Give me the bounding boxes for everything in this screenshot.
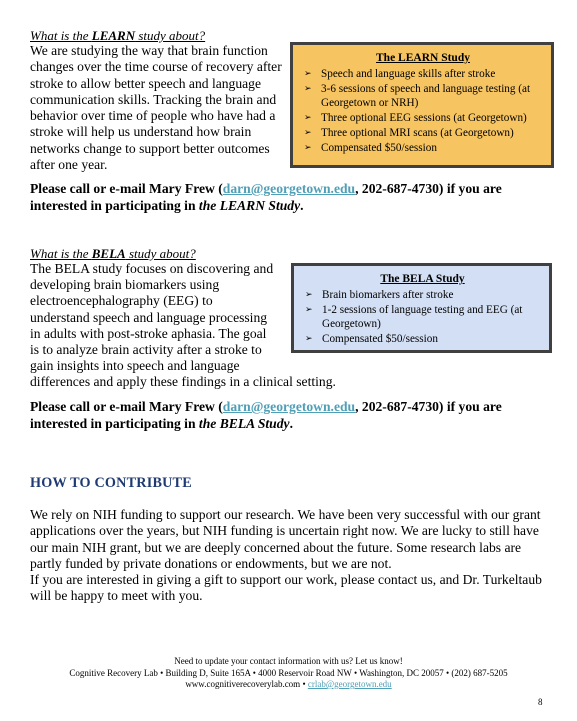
learn-heading [30,28,205,43]
bela-body-line: gain insights into speech and language [30,358,240,374]
footer-website[interactable]: www.cognitiverecoverylab.com [185,679,301,689]
learn-item-text: Three optional EEG sessions (at Georgetown) [321,112,527,125]
arrow-bullet-icon: ➢ [305,304,313,315]
footer-links-line [0,679,577,691]
learn-heading-prefix: What is the [30,28,92,43]
footer-email-link[interactable]: crlab@georgetown.edu [307,679,392,689]
arrow-bullet-icon: ➢ [305,334,313,345]
how-to-contribute-heading: HOW TO CONTRIBUTE [30,475,192,491]
footer-separator: • [300,679,308,689]
bela-contact-end: . [289,416,293,431]
arrow-bullet-icon: ➢ [304,68,312,79]
learn-contact-mid: , 202-687-4730) if you are interested in participating in [30,181,502,213]
bela-contact-study: the BELA Study [198,416,290,431]
list-item [304,288,541,303]
footer-address-line: Cognitive Recovery Lab • Building D, Suite 165A • 4000 Reservoir Road NW • Washington, DC 20057 • (202) 687-5205 [69,667,508,678]
bela-body-line: in adults with post-stroke aphasia. The goal [30,325,267,341]
bela-body-line: understand speech and language processing [30,309,268,325]
learn-summary-box [290,42,554,168]
bela-body-line: is to analyze brain activity after a stroke to [30,342,262,358]
bela-summary-box [291,263,552,353]
bela-item-text: Brain biomarkers after stroke [322,288,454,301]
bela-body-line: developing brain biomarkers using [30,277,220,293]
bela-item-text: 1-2 sessions of language testing and EEG (at Georgetown) [322,303,523,331]
bela-contact-email-link[interactable]: darn@georgetown.edu [222,399,356,414]
arrow-bullet-icon: ➢ [304,113,312,124]
arrow-bullet-icon: ➢ [304,127,312,138]
bela-body-line: electroencephalography (EEG) to [30,293,213,309]
list-item [303,111,543,126]
bela-item-text: Compensated $50/session [322,333,438,346]
bela-box-list [304,288,541,347]
learn-contact-study: the LEARN Study [198,198,301,213]
learn-contact-prefix: Please call or e-mail Mary Frew ( [30,181,223,196]
arrow-bullet-icon: ➢ [304,142,312,153]
learn-item-text: Three optional MRI scans (at Georgetown) [321,126,514,139]
learn-heading-suffix: study about? [135,28,206,43]
bela-body-line: The BELA study focuses on discovering and [30,261,274,276]
list-item [304,332,541,347]
arrow-bullet-icon: ➢ [305,289,313,300]
learn-item-text: Speech and language skills after stroke [321,67,496,80]
footer-update-line: Need to update your contact information with us? Let us know! [174,656,403,666]
bela-contact [30,398,530,432]
bela-heading-suffix: study about? [125,246,196,261]
list-item [303,141,543,156]
how-to-contribute-body: We rely on NIH funding to support our research. We have been very successful with our grant applications over the years, but NIH funding is uncertain right now. We are lucky to still have our main NIH grant, but we are deeply concerned about the future. Some research labs are partly funded by private donations or endowments, but we are not. [30,507,541,571]
list-item [303,82,543,112]
learn-body: We are studying the way that brain function changes over the time course of recovery after stroke to allow better speech and language communication skills. Tracking the brain and behavior over time of people who have had a stroke will help us understand how brain networks change to support better outcomes after one year. [30,43,282,173]
bela-box-title: The BELA Study [380,273,465,285]
bela-contact-prefix: Please call or e-mail Mary Frew ( [30,399,223,414]
list-item [303,126,543,141]
page-number: 8 [538,697,543,707]
bela-heading-prefix: What is the [30,246,92,261]
learn-contact-email-link[interactable]: darn@georgetown.edu [222,181,356,196]
learn-item-text: 3-6 sessions of speech and language testing (at Georgetown or NRH) [321,82,531,110]
learn-item-text: Compensated $50/session [321,141,437,154]
bela-contact-mid: , 202-687-4730) if you are interested in participating in [30,399,502,431]
learn-heading-bold: LEARN [91,28,136,43]
learn-box-list [303,67,543,156]
bela-heading [30,246,196,261]
learn-contact-end: . [300,198,304,213]
page-footer [0,656,577,691]
bela-body-line: differences and apply these findings in a clinical setting. [30,374,336,390]
list-item [303,67,543,82]
how-to-contribute-body-2: If you are interested in giving a gift to support our work, please contact us, and Dr. Turkeltaub will be happy to meet with you. [30,572,542,604]
arrow-bullet-icon: ➢ [304,83,312,94]
bela-heading-bold: BELA [91,246,126,261]
learn-contact [30,180,530,214]
list-item [304,303,541,333]
learn-box-title: The LEARN Study [376,52,470,64]
